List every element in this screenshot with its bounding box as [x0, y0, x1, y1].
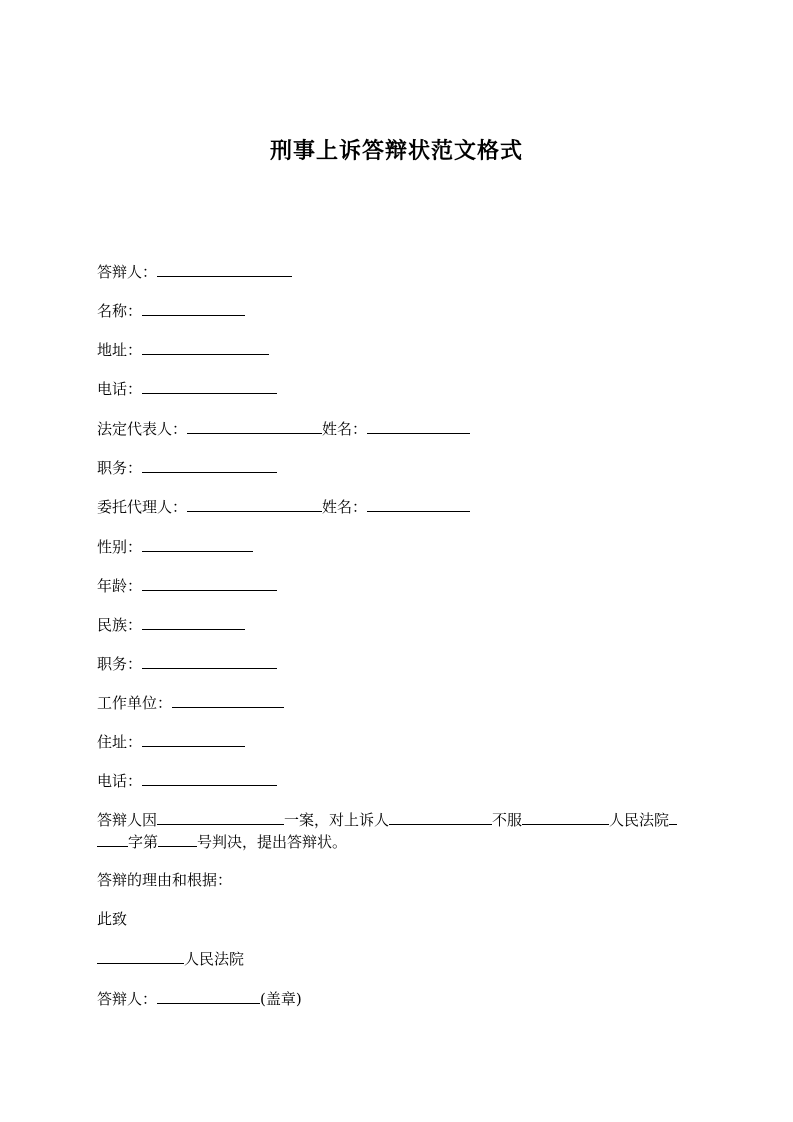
- page-title: 刑事上诉答辩状范文格式: [269, 139, 523, 164]
- gender-blank[interactable]: [142, 536, 253, 552]
- workplace-label: 工作单位：: [97, 694, 173, 712]
- age-label: 年龄：: [97, 577, 143, 595]
- case-blank[interactable]: [157, 809, 284, 825]
- reasons-heading: 答辩的理由和根据：: [97, 871, 233, 889]
- statement-text-4: 人民法院: [609, 811, 670, 829]
- address-label: 地址：: [97, 341, 143, 359]
- statement-paragraph: [97, 809, 697, 853]
- position-row-2: [97, 653, 277, 674]
- residence-blank[interactable]: [142, 731, 245, 747]
- respondent-row: [97, 261, 292, 282]
- number-blank[interactable]: [158, 831, 197, 847]
- ethnicity-blank[interactable]: [142, 614, 245, 630]
- age-row: [97, 575, 277, 596]
- court-blank[interactable]: [522, 809, 609, 825]
- appellant-blank[interactable]: [389, 809, 492, 825]
- year-blank-a[interactable]: [669, 809, 677, 825]
- phone-label: 电话：: [97, 380, 143, 398]
- name-blank[interactable]: [142, 300, 245, 316]
- age-blank[interactable]: [142, 575, 277, 591]
- respondent-blank[interactable]: [157, 261, 292, 277]
- phone-row: [97, 378, 277, 399]
- legal-rep-row: [97, 418, 470, 439]
- agent-name-blank[interactable]: [367, 496, 470, 512]
- signature-label: 答辩人：: [97, 990, 158, 1008]
- gender-row: [97, 536, 253, 557]
- court-address-blank[interactable]: [97, 948, 184, 964]
- workplace-row: [97, 692, 284, 713]
- phone-label-2: 电话：: [97, 772, 143, 790]
- gender-label: 性别：: [97, 538, 143, 556]
- court-address-row: [97, 948, 244, 969]
- phone-row-2: [97, 770, 277, 791]
- agent-row: [97, 496, 470, 517]
- agent-blank[interactable]: [187, 496, 322, 512]
- signature-row: [97, 988, 302, 1009]
- position-label-2: 职务：: [97, 655, 143, 673]
- closing-text: 此致: [97, 910, 128, 928]
- year-blank-b[interactable]: [97, 831, 128, 847]
- respondent-label: 答辩人：: [97, 263, 158, 281]
- statement-text-3: 不服: [492, 811, 523, 829]
- ethnicity-label: 民族：: [97, 616, 143, 634]
- ethnicity-row: [97, 614, 245, 635]
- position-row: [97, 457, 277, 478]
- phone-blank-2[interactable]: [142, 770, 277, 786]
- residence-row: [97, 731, 245, 752]
- name-row: [97, 300, 245, 321]
- agent-name-label: 姓名：: [322, 498, 368, 516]
- legal-rep-blank[interactable]: [187, 418, 322, 434]
- workplace-blank[interactable]: [172, 692, 284, 708]
- position-label: 职务：: [97, 459, 143, 477]
- statement-text-1: 答辩人因: [97, 811, 158, 829]
- signature-blank[interactable]: [157, 988, 260, 1004]
- address-row: [97, 339, 269, 360]
- phone-blank[interactable]: [142, 378, 277, 394]
- seal-text: (盖章): [260, 990, 302, 1008]
- legal-rep-name-label: 姓名：: [322, 420, 368, 438]
- statement-text-5: 字第: [128, 833, 159, 851]
- statement-text-6: 号判决，提出答辩状。: [197, 833, 348, 851]
- name-label: 名称：: [97, 302, 143, 320]
- legal-rep-label: 法定代表人：: [97, 420, 188, 438]
- statement-text-2: 一案，对上诉人: [284, 811, 390, 829]
- address-blank[interactable]: [142, 339, 269, 355]
- position-blank[interactable]: [142, 457, 277, 473]
- residence-label: 住址：: [97, 733, 143, 751]
- position-blank-2[interactable]: [142, 653, 277, 669]
- agent-label: 委托代理人：: [97, 498, 188, 516]
- court-suffix: 人民法院: [184, 950, 245, 968]
- legal-rep-name-blank[interactable]: [367, 418, 470, 434]
